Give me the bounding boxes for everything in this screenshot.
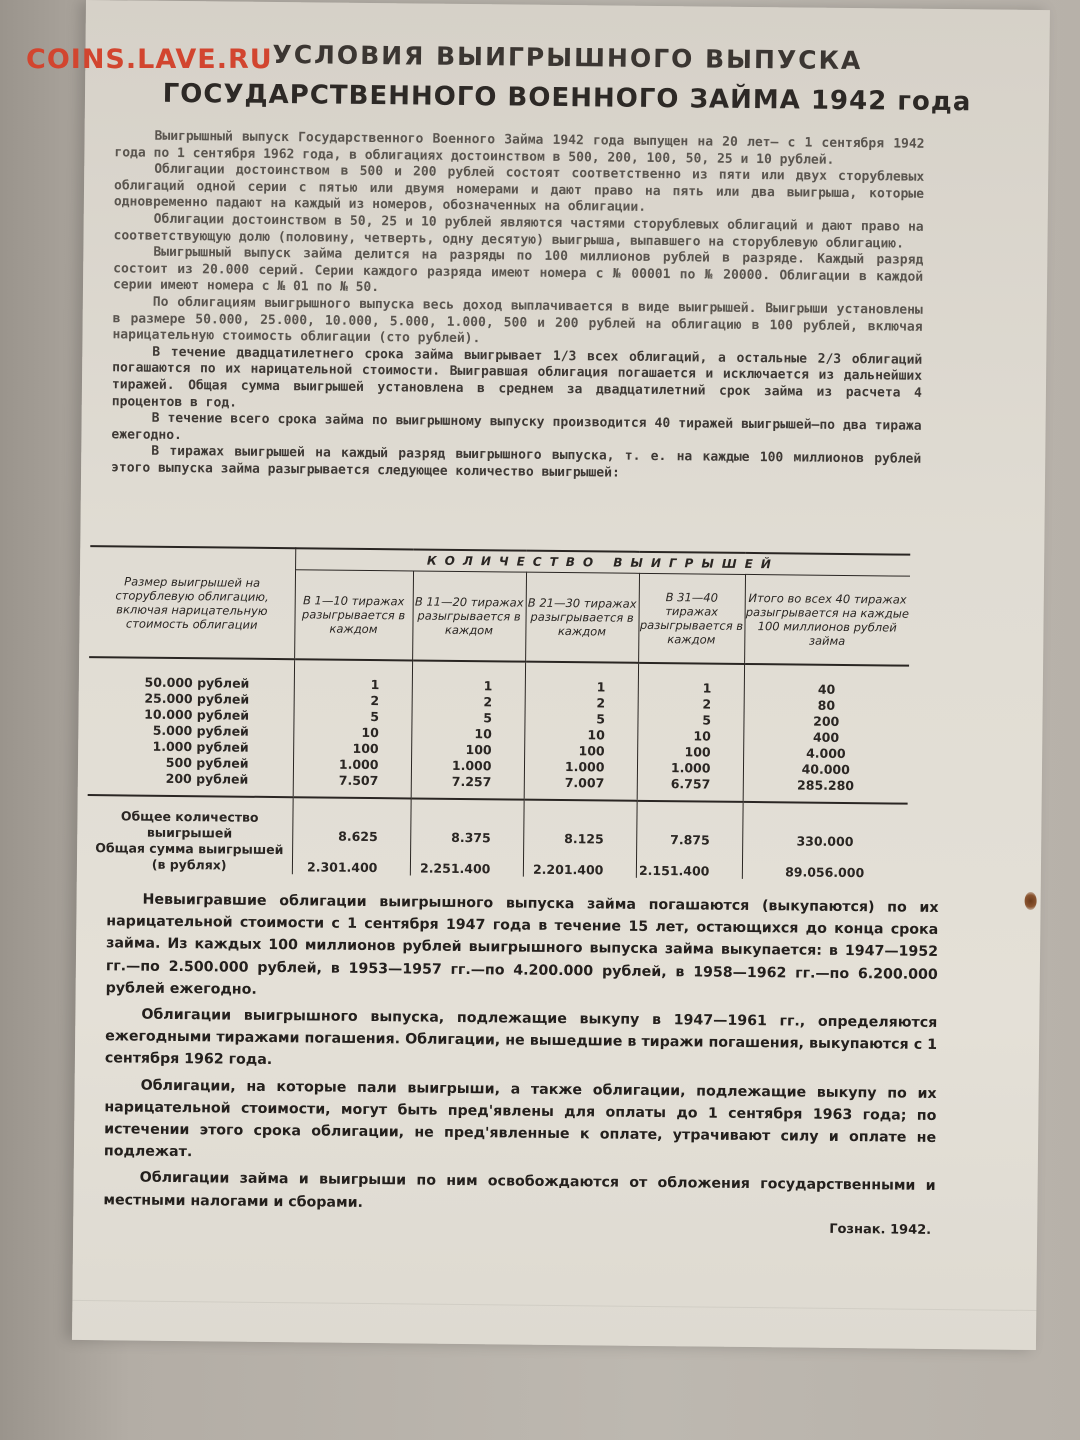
draws-31-40-values [637,680,711,793]
table-cell: 200 [813,713,840,729]
total-sum-cell: 2.151.400 [638,862,710,879]
table-cell: 5 [370,709,380,725]
terms-paragraph: Выигрышный выпуск Государственного Военного Займа 1942 года выпущен на 20 лет— с 1 сентября 1942 года по 1 сентября 1962 года, в облигациях достоинством в 500, 200, 100, 50, 25 и 10 рублей. [114,128,925,168]
note-paragraph: Облигации займа и выигрыши по ним освобождаются от обложения государственными и местными налогами и сборами. [103,1170,936,1211]
table-cell: 5 [483,710,493,726]
draws-21-30-values [524,679,605,792]
title-line-2: ГОСУДАРСТВЕННОГО ВОЕННОГО ЗАЙМА 1942 года [162,78,972,118]
total-count-cell: 330.000 [796,833,854,850]
table-cell: 2 [370,693,380,709]
terms-paragraph: По облигациям выигрышного выпуска весь доход выплачивается в виде выигрышей. Выигрыши установлены в размере 50.000, 25.000, 10.000, 5.000, 1.000, 500 и 200 рублей на облигацию в 100 рублей, включая нарицательную стоимость облигации (сто рублей). [112,294,923,347]
paper-stain [1025,892,1037,910]
table-cell: 40 [817,681,836,697]
total-count-cell: 7.875 [670,832,710,848]
column-header: В 31—40 тиражах разыгрывается в каждом [638,573,745,664]
prize-label: 500 рублей [165,754,249,771]
prize-label: 25.000 рублей [144,690,250,707]
table-cell: 10 [587,727,605,743]
terms-paragraph: В течение двадцатилетнего срока займа выигрывает 1/3 всех облигаций, а остальные 2/3 облигаций погашаются по их нарицательной стоимости. Выигравшая облигация погашается и исключается из дальнейших тиражей. Общая сумма выигрышей установлена в среднем за двадцатилетний срок займа из расчета 4 процентов в год. [111,344,923,411]
table-cell: 400 [812,729,840,745]
prize-label: 50.000 рублей [144,674,250,691]
terms-paragraph: В течение всего срока займа по выигрышному выпуску производится 40 тиражей выигрышей—по два тиража ежегодно. [111,410,922,443]
prize-labels [88,674,250,788]
note-paragraph: Облигации, на которые пали выигрыши, а также облигации, подлежащие выкупу по их нарицательной стоимости, могут быть пред'явлены для оплаты до 1 сентября 1963 года; по истечении этого срока облигации, не пред'явленные к оплате, утрачивают силу и оплате не подлежат. [103,1077,937,1161]
terms-paragraph: Облигации достоинством в 50, 25 и 10 рублей являются частями сторублевых облигаций и дают право на соответствующую долю (половину, четверть, одну десятую) выигрыша, выпавшего на сторублевую облигацию. [113,211,924,252]
prize-table [87,545,910,881]
column-header: В 11—20 тиражах разыгрывается в каждом [412,571,526,662]
table-cell: 100 [465,742,492,758]
draws-11-20-values [411,677,492,790]
table-cell: 1 [370,677,380,693]
draws-1-10-values [293,676,379,789]
paper-crease [72,1300,1036,1311]
table-cell: 1 [483,678,493,694]
total-count-label: Общее количество выигрышей [120,808,259,841]
prize-label: 1.000 рублей [152,738,249,755]
column-header: В 21—30 тиражах разыгрывается в каждом [525,572,639,663]
site-watermark: COINS.LAVE.RU [26,44,273,75]
table-caption: КОЛИЧЕСТВО ВЫИГРЫШЕЙ [295,548,910,576]
total-sum-label: Общая сумма выигрышей (в рублях) [95,840,284,873]
table-cell: 1.000 [670,760,711,776]
table-cell: 10 [474,726,492,742]
title-line-1: УСЛОВИЯ ВЫИГРЫШНОГО ВЫПУСКА [272,39,863,76]
table-cell: 100 [684,744,711,760]
table-cell: 1.000 [451,757,492,774]
table-cell: 1 [702,680,712,696]
table-cell: 7.007 [564,775,605,791]
bond-reverse-sheet [72,0,1050,1350]
total-40-draws-values [743,681,909,795]
total-count-cell: 8.625 [338,828,378,845]
table-cell: 2 [483,694,493,710]
total-sum-cell: 2.301.400 [306,859,378,876]
table-cell: 1.000 [564,759,605,775]
table-cell: 40.000 [801,761,850,778]
table-cell: 5 [596,711,606,727]
terms-text [111,128,925,485]
table-cell: 4.000 [806,745,846,761]
prize-label: 200 рублей [165,770,249,787]
table-cell: 10 [693,728,711,744]
total-sum-cell: 2.201.400 [532,861,604,878]
table-cell: 7.507 [338,772,379,789]
total-count-cell: 8.125 [564,831,604,847]
printer-imprint: Гознак. 1942. [829,1221,932,1238]
prize-label: 5.000 рублей [152,722,249,739]
table-cell: 7.257 [451,773,492,790]
column-header: В 1—10 тиражах разыгрывается в каждом [294,570,413,661]
row-header: Размер выигрышей на сторублевую облигацию, включая нарицательную стоимость облигации [89,546,295,659]
column-header: Итого во всех 40 тиражах разыгрывается на каждые 100 миллионов рублей займа [744,574,910,665]
redemption-notes [103,888,939,1242]
table-cell: 100 [352,740,379,757]
prize-label: 10.000 рублей [144,706,250,723]
table-cell: 80 [817,697,836,713]
table-cell: 10 [361,724,379,741]
total-count-cell: 8.375 [451,829,491,846]
table-cell: 1 [596,679,606,695]
table-cell: 100 [578,743,605,759]
table-cell: 1.000 [338,756,379,773]
table-cell: 2 [702,696,712,712]
total-sum-cell: 2.251.400 [419,860,491,877]
terms-paragraph: Облигации достоинством в 500 и 200 рублей состоят соответственно из пяти или двух сторублевых облигаций одной серии с пятью или двумя номерами и дают право на пять или два выигрыша, которые одновременно падают на каждый из номеров, обозначенных на облигации. [113,161,925,216]
table-cell: 2 [596,695,606,711]
note-paragraph: Невыигравшие облигации выигрышного выпуска займа погашаются (выкупаются) по их нарицательной стоимости с 1 сентября 1947 года в течение 15 лет, остающихся до конца срока займа. Из каждых 100 миллионов рублей выигрышного выпуска займа выкупается: в 1947—1952 гг.—по 2.500.000 рублей, в 1953—1957 гг.—по 4.200.000 рублей, в 1958—1962 гг.—по 6.200.000 рублей ежегодно. [105,891,939,998]
terms-paragraph: В тиражах выигрышей на каждый разряд выигрышного выпуска, т. е. на каждые 100 миллионов рублей этого выпуска займа разыгрывается следующее количество выигрышей: [111,443,922,481]
note-paragraph: Облигации выигрышного выпуска, подлежащие выкупу в 1947—1961 гг., определяются ежегодными тиражами погашения. Облигации, не вышедшие в тиражи погашения, выкупаются с 1 сентября 1962 года. [104,1006,938,1069]
table-cell: 5 [702,712,712,728]
total-sum-cell: 89.056.000 [785,864,865,881]
table-cell: 285.280 [797,777,855,794]
table-cell: 6.757 [670,776,711,792]
terms-paragraph: Выигрышный выпуск займа делится на разряды по 100 миллионов рублей в разряде. Каждый разряд состоит из 20.000 серий. Серии каждого разряда имеют номера с № 00001 по № 20000. Облигации в каждой серии имеют номера с № 01 по № 50. [112,244,924,296]
